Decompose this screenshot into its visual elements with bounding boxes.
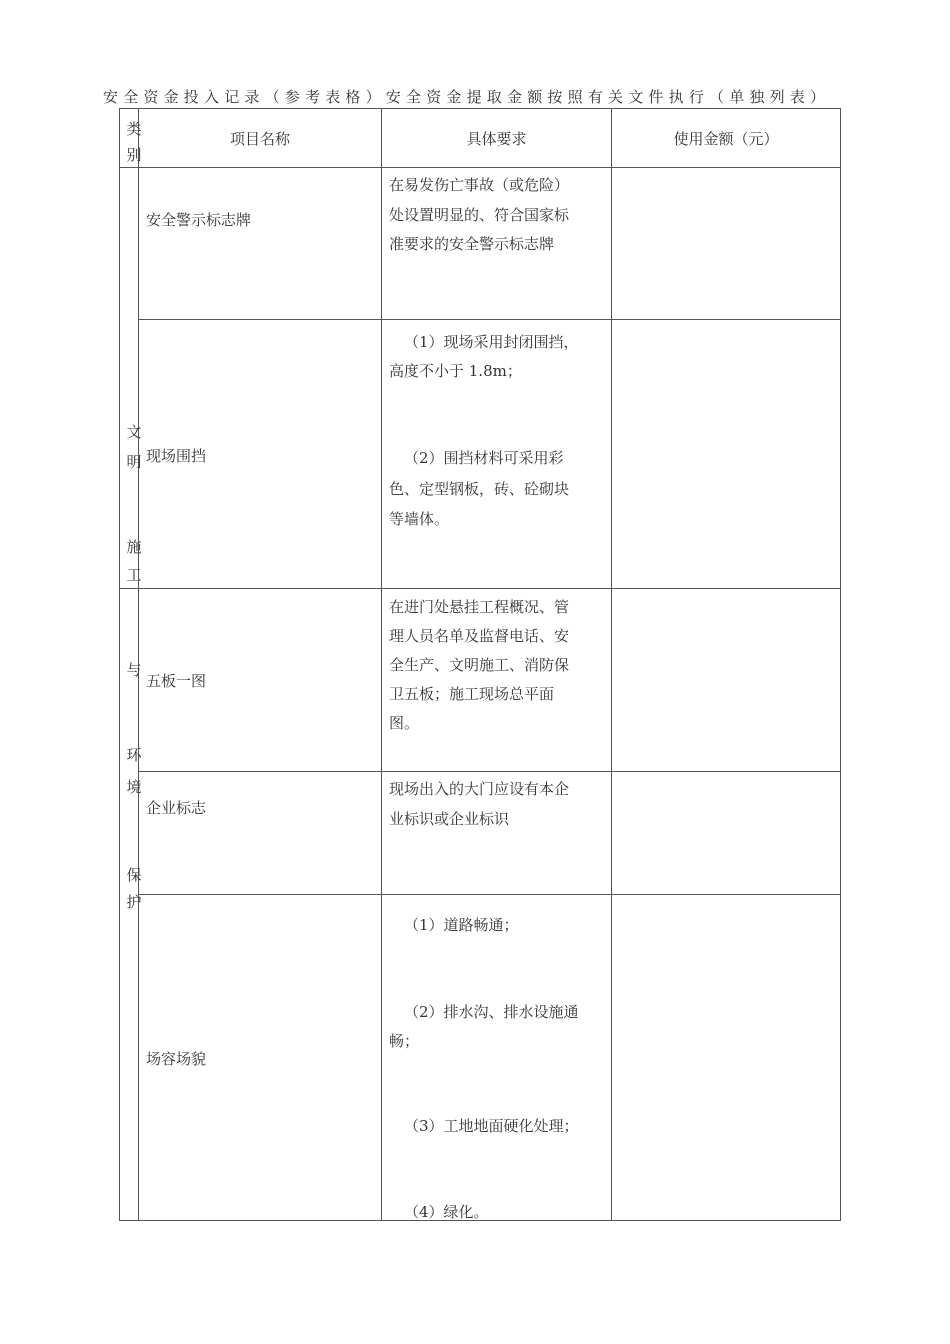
requirement-line: 准要求的安全警示标志牌	[389, 235, 555, 253]
row-divider	[138, 894, 841, 895]
column-divider	[611, 108, 612, 1221]
category-char: 保	[126, 866, 142, 884]
header-category-char: 别	[126, 146, 142, 164]
requirement-line: （1）道路畅通；	[404, 916, 519, 934]
item-name: 场容场貌	[146, 1050, 207, 1068]
requirement-line: 现场出入的大门应设有本企	[389, 780, 570, 798]
category-char: 明	[126, 453, 142, 471]
category-char: 环	[126, 746, 142, 764]
item-name: 五板一图	[146, 672, 207, 690]
row-divider	[138, 319, 841, 320]
requirement-line: （1）现场采用封闭围挡，	[404, 333, 579, 351]
requirement-line: 全生产、文明施工、消防保	[389, 656, 570, 674]
header-requirement: 具体要求	[466, 130, 527, 148]
requirement-line: 图。	[389, 714, 420, 732]
item-name: 现场围挡	[146, 447, 207, 465]
table-border-right	[840, 108, 841, 1221]
requirement-line: 在进门处悬挂工程概况、管	[389, 598, 570, 616]
requirement-line: 色、定型钢板，砖、砼砌块	[389, 480, 570, 498]
row-divider	[119, 167, 841, 168]
category-char: 境	[126, 778, 142, 796]
requirement-line: 等墙体。	[389, 510, 450, 528]
item-name: 安全警示标志牌	[146, 211, 252, 229]
row-divider	[119, 588, 841, 589]
category-char: 工	[126, 566, 142, 584]
header-category-char: 类	[126, 120, 142, 138]
document-title: 安全资金投入记录（参考表格）安全资金提取金额按照有关文件执行（单独列表）	[103, 88, 831, 106]
requirement-line: 理人员名单及监督电话、安	[389, 627, 570, 645]
requirement-line: （4）绿化。	[404, 1203, 489, 1221]
requirement-line: （2）围挡材料可采用彩	[404, 449, 564, 467]
table-border-left	[119, 108, 120, 1221]
requirement-line: 卫五板；施工现场总平面	[389, 685, 555, 703]
safety-funds-table	[119, 108, 841, 1221]
table-border-top	[119, 108, 841, 109]
header-amount: 使用金额（元）	[673, 130, 779, 148]
column-divider	[381, 108, 382, 1221]
requirement-line: 在易发伤亡事故（或危险）	[389, 176, 570, 194]
requirement-line: （2）排水沟、排水设施通	[404, 1003, 579, 1021]
category-char: 与	[126, 661, 142, 679]
row-divider	[138, 771, 841, 772]
requirement-line: （3）工地地面硬化处理；	[404, 1117, 579, 1135]
category-char: 护	[126, 893, 142, 911]
category-char: 文	[126, 423, 142, 441]
item-name: 企业标志	[146, 799, 207, 817]
requirement-line: 业标识或企业标识	[389, 810, 510, 828]
requirement-line: 高度不小于 1.8m；	[389, 362, 522, 380]
requirement-line: 处设置明显的、符合国家标	[389, 206, 570, 224]
category-char: 施	[126, 538, 142, 556]
requirement-line: 畅；	[389, 1032, 420, 1050]
header-item-name: 项目名称	[229, 130, 290, 148]
